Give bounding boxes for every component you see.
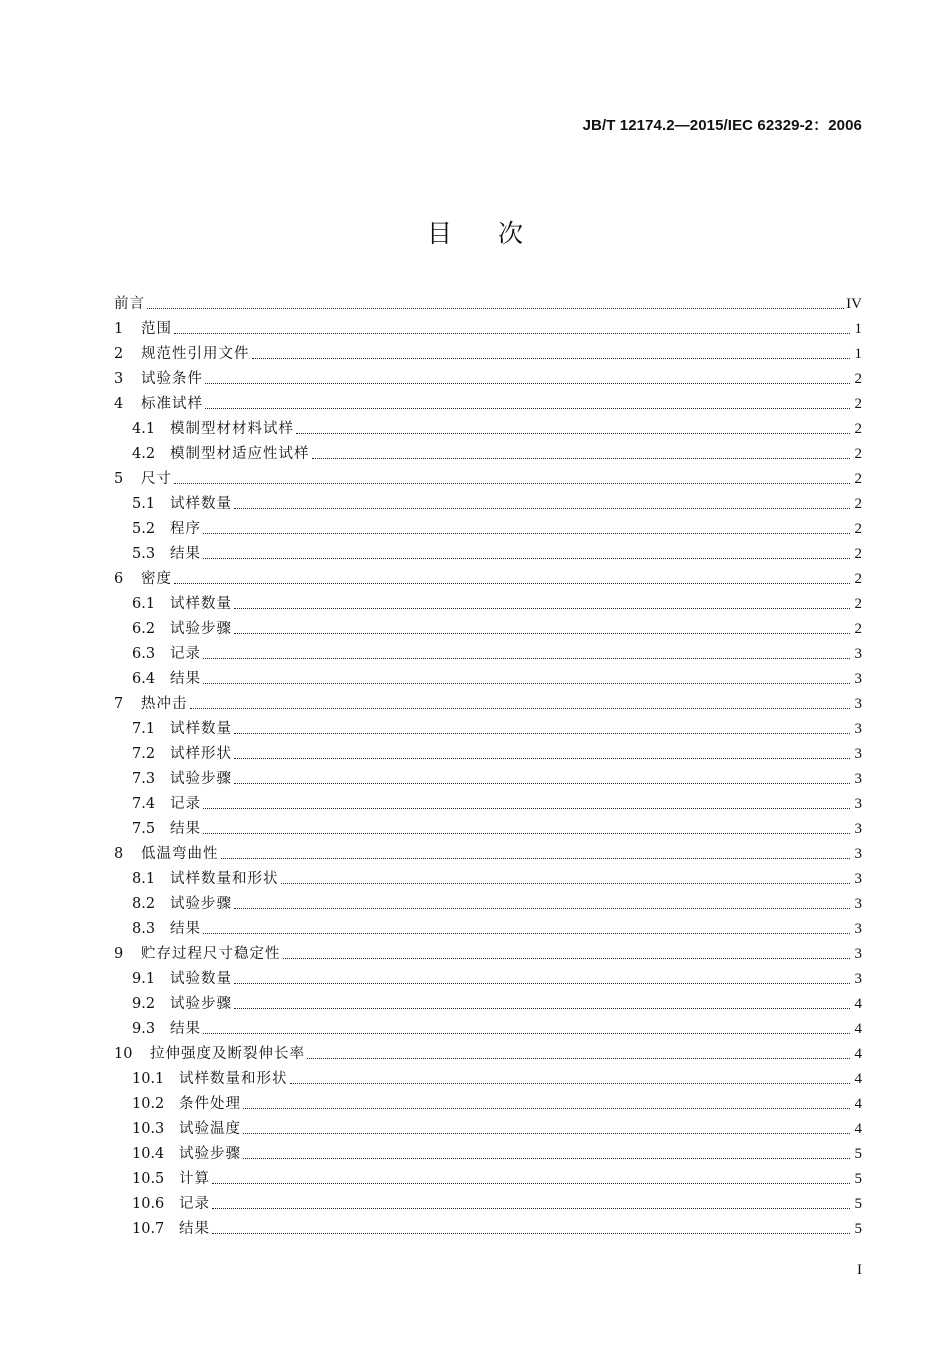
- toc-dot-leader: [243, 1133, 850, 1134]
- toc-dot-leader: [234, 608, 850, 609]
- toc-entry-number: 4.2: [132, 446, 156, 462]
- toc-entry-page: 4: [854, 1021, 862, 1037]
- toc-entry-label: 条件处理: [179, 1096, 241, 1112]
- toc-entry-number: 7.3: [132, 771, 156, 787]
- toc-entry-label: 记录: [179, 1196, 210, 1212]
- toc-entry-label: 贮存过程尺寸稳定性: [141, 946, 281, 962]
- toc-entry-label: 试验条件: [141, 371, 203, 387]
- toc-entry-page: 4: [854, 1071, 862, 1087]
- toc-entry-page: 3: [854, 871, 862, 887]
- table-of-contents: [114, 292, 862, 1242]
- toc-entry[interactable]: [114, 692, 862, 717]
- toc-entry[interactable]: [114, 942, 862, 967]
- toc-entry-number: 7.1: [132, 721, 156, 737]
- toc-entry-label: 试验步骤: [170, 996, 232, 1012]
- toc-entry-label: 模制型材材料试样: [170, 421, 294, 437]
- toc-entry[interactable]: [114, 1117, 862, 1142]
- toc-entry[interactable]: [114, 342, 862, 367]
- toc-entry[interactable]: [114, 442, 862, 467]
- toc-entry-page: 5: [854, 1196, 862, 1212]
- toc-entry-label: 记录: [170, 646, 201, 662]
- toc-entry-number: 8.1: [132, 871, 156, 887]
- toc-title-char-2: 次: [498, 219, 524, 248]
- toc-entry-number: 5: [114, 471, 124, 487]
- toc-entry-number: 10.4: [132, 1146, 165, 1162]
- toc-entry-page: 3: [854, 646, 862, 662]
- toc-entry-number: 7: [114, 696, 124, 712]
- toc-entry-label: 试样数量: [170, 721, 232, 737]
- toc-entry-number: 8.3: [132, 921, 156, 937]
- toc-entry-page: 2: [854, 496, 862, 512]
- toc-dot-leader: [203, 683, 850, 684]
- toc-entry[interactable]: [114, 617, 862, 642]
- toc-entry-label: 结果: [170, 821, 201, 837]
- toc-entry-number: 9.3: [132, 1021, 156, 1037]
- toc-dot-leader: [212, 1183, 850, 1184]
- toc-entry-page: 2: [854, 546, 862, 562]
- toc-entry-number: 6.3: [132, 646, 156, 662]
- toc-entry-page: 2: [854, 396, 862, 412]
- page-number: I: [857, 1262, 862, 1278]
- toc-entry-label: 试样形状: [170, 746, 232, 762]
- toc-entry-label: 试验温度: [179, 1121, 241, 1137]
- toc-dot-leader: [203, 833, 850, 834]
- toc-entry-page: 1: [854, 346, 862, 362]
- toc-entry-page: 4: [854, 1046, 862, 1062]
- toc-entry-page: 2: [854, 471, 862, 487]
- toc-entry-number: 10.3: [132, 1121, 165, 1137]
- toc-entry-page: IV: [846, 296, 862, 312]
- standard-code: JB/T 12174.2—2015/IEC 62329-2：2006: [582, 117, 862, 134]
- toc-entry[interactable]: [114, 467, 862, 492]
- toc-entry-label: 试验数量: [170, 971, 232, 987]
- toc-entry-page: 5: [854, 1171, 862, 1187]
- toc-entry[interactable]: [114, 492, 862, 517]
- toc-entry-label: 试样数量和形状: [179, 1071, 288, 1087]
- toc-entry[interactable]: [114, 767, 862, 792]
- toc-entry-page: 2: [854, 371, 862, 387]
- toc-entry-page: 3: [854, 821, 862, 837]
- toc-entry[interactable]: [114, 592, 862, 617]
- toc-entry[interactable]: [114, 392, 862, 417]
- toc-dot-leader: [234, 1008, 850, 1009]
- toc-entry-page: 1: [854, 321, 862, 337]
- toc-entry-label: 记录: [170, 796, 201, 812]
- toc-dot-leader: [174, 333, 850, 334]
- toc-dot-leader: [147, 308, 844, 309]
- toc-title-char-1: 目: [426, 219, 452, 248]
- toc-dot-leader: [203, 808, 850, 809]
- toc-dot-leader: [203, 658, 850, 659]
- toc-dot-leader: [296, 433, 850, 434]
- toc-dot-leader: [312, 458, 851, 459]
- toc-dot-leader: [290, 1083, 851, 1084]
- toc-dot-leader: [190, 708, 851, 709]
- toc-entry-page: 3: [854, 896, 862, 912]
- toc-dot-leader: [174, 483, 850, 484]
- toc-entry[interactable]: [114, 717, 862, 742]
- toc-dot-leader: [234, 633, 850, 634]
- toc-dot-leader: [234, 908, 850, 909]
- toc-entry-number: 3: [114, 371, 124, 387]
- toc-entry[interactable]: [114, 817, 862, 842]
- toc-entry-number: 2: [114, 346, 124, 362]
- toc-entry-label: 程序: [170, 521, 201, 537]
- toc-entry-page: 3: [854, 721, 862, 737]
- toc-entry[interactable]: [114, 642, 862, 667]
- toc-dot-leader: [234, 758, 850, 759]
- toc-dot-leader: [234, 983, 850, 984]
- toc-entry-page: 3: [854, 846, 862, 862]
- toc-dot-leader: [234, 733, 850, 734]
- toc-entry-page: 2: [854, 446, 862, 462]
- toc-dot-leader: [252, 358, 851, 359]
- toc-dot-leader: [212, 1208, 850, 1209]
- toc-entry-number: 9.1: [132, 971, 156, 987]
- toc-entry-number: 8: [114, 846, 124, 862]
- toc-entry[interactable]: [114, 517, 862, 542]
- toc-entry-page: 3: [854, 796, 862, 812]
- toc-title: [0, 214, 950, 250]
- toc-entry-number: 6.4: [132, 671, 156, 687]
- toc-entry-number: 8.2: [132, 896, 156, 912]
- toc-entry-number: 5.2: [132, 521, 156, 537]
- toc-entry[interactable]: [114, 1067, 862, 1092]
- toc-entry[interactable]: [114, 1017, 862, 1042]
- toc-entry-number: 7.2: [132, 746, 156, 762]
- toc-entry-number: 10.5: [132, 1171, 165, 1187]
- toc-entry-number: 4: [114, 396, 124, 412]
- toc-entry-label: 试验步骤: [170, 621, 232, 637]
- toc-entry-label: 尺寸: [141, 471, 172, 487]
- toc-entry-label: 热冲击: [141, 696, 188, 712]
- toc-entry-label: 结果: [170, 921, 201, 937]
- toc-entry-page: 4: [854, 1121, 862, 1137]
- toc-dot-leader: [243, 1158, 850, 1159]
- toc-entry[interactable]: [114, 842, 862, 867]
- toc-entry-page: 3: [854, 971, 862, 987]
- toc-dot-leader: [203, 933, 850, 934]
- toc-entry-label: 试样数量: [170, 496, 232, 512]
- toc-entry-label: 试验步骤: [179, 1146, 241, 1162]
- toc-entry-number: 5.1: [132, 496, 156, 512]
- toc-entry-label: 范围: [141, 321, 172, 337]
- toc-entry-label: 试验步骤: [170, 771, 232, 787]
- toc-dot-leader: [174, 583, 850, 584]
- toc-dot-leader: [203, 1033, 850, 1034]
- toc-entry[interactable]: [114, 917, 862, 942]
- toc-entry-number: 5.3: [132, 546, 156, 562]
- toc-entry[interactable]: [114, 1092, 862, 1117]
- toc-entry-page: 5: [854, 1146, 862, 1162]
- toc-dot-leader: [243, 1108, 850, 1109]
- toc-entry-number: 10.7: [132, 1221, 165, 1237]
- toc-entry[interactable]: [114, 367, 862, 392]
- toc-entry-label: 试验步骤: [170, 896, 232, 912]
- toc-dot-leader: [307, 1058, 850, 1059]
- toc-entry-label: 密度: [141, 571, 172, 587]
- toc-entry[interactable]: [114, 317, 862, 342]
- toc-entry-page: 2: [854, 621, 862, 637]
- toc-entry-label: 试样数量和形状: [170, 871, 279, 887]
- toc-entry-page: 3: [854, 771, 862, 787]
- toc-entry-page: 2: [854, 571, 862, 587]
- toc-entry-page: 4: [854, 996, 862, 1012]
- toc-entry[interactable]: [114, 292, 862, 317]
- toc-dot-leader: [205, 408, 850, 409]
- toc-entry-label: 结果: [170, 546, 201, 562]
- toc-entry[interactable]: [114, 417, 862, 442]
- toc-dot-leader: [281, 883, 851, 884]
- toc-entry-page: 2: [854, 596, 862, 612]
- toc-dot-leader: [205, 383, 850, 384]
- toc-entry-label: 结果: [179, 1221, 210, 1237]
- toc-entry[interactable]: [114, 992, 862, 1017]
- toc-entry-number: 9.2: [132, 996, 156, 1012]
- toc-entry-number: 6.1: [132, 596, 156, 612]
- toc-dot-leader: [203, 533, 850, 534]
- toc-entry-number: 7.5: [132, 821, 156, 837]
- toc-entry-page: 5: [854, 1221, 862, 1237]
- toc-dot-leader: [203, 558, 850, 559]
- toc-entry[interactable]: [114, 1042, 862, 1067]
- toc-entry-label: 拉伸强度及断裂伸长率: [150, 1046, 305, 1062]
- toc-entry[interactable]: [114, 742, 862, 767]
- toc-dot-leader: [234, 508, 850, 509]
- toc-entry-number: 10.6: [132, 1196, 165, 1212]
- toc-entry-number: 7.4: [132, 796, 156, 812]
- toc-entry[interactable]: [114, 867, 862, 892]
- toc-dot-leader: [283, 958, 851, 959]
- toc-entry-number: 1: [114, 321, 124, 337]
- toc-entry-page: 3: [854, 696, 862, 712]
- toc-entry-page: 3: [854, 946, 862, 962]
- toc-entry[interactable]: [114, 892, 862, 917]
- toc-entry[interactable]: [114, 1142, 862, 1167]
- toc-entry-number: 10.2: [132, 1096, 165, 1112]
- toc-entry[interactable]: [114, 1192, 862, 1217]
- toc-entry-label: 前言: [114, 296, 145, 312]
- toc-entry-number: 6: [114, 571, 124, 587]
- toc-entry[interactable]: [114, 542, 862, 567]
- toc-dot-leader: [234, 783, 850, 784]
- toc-dot-leader: [212, 1233, 850, 1234]
- toc-entry-number: 6.2: [132, 621, 156, 637]
- toc-entry-number: 10: [114, 1046, 133, 1062]
- toc-entry-label: 结果: [170, 671, 201, 687]
- toc-entry[interactable]: [114, 1167, 862, 1192]
- toc-entry-label: 低温弯曲性: [141, 846, 219, 862]
- toc-entry-page: 2: [854, 421, 862, 437]
- toc-entry[interactable]: [114, 567, 862, 592]
- toc-entry[interactable]: [114, 792, 862, 817]
- toc-entry-label: 规范性引用文件: [141, 346, 250, 362]
- toc-entry-number: 10.1: [132, 1071, 165, 1087]
- toc-entry-page: 3: [854, 671, 862, 687]
- toc-entry-number: 9: [114, 946, 124, 962]
- toc-entry-page: 3: [854, 746, 862, 762]
- toc-entry-number: 4.1: [132, 421, 156, 437]
- toc-entry[interactable]: [114, 967, 862, 992]
- toc-entry-label: 计算: [179, 1171, 210, 1187]
- toc-entry[interactable]: [114, 667, 862, 692]
- toc-entry-page: 2: [854, 521, 862, 537]
- toc-entry-page: 4: [854, 1096, 862, 1112]
- toc-dot-leader: [221, 858, 851, 859]
- toc-entry-label: 标准试样: [141, 396, 203, 412]
- toc-entry-label: 试样数量: [170, 596, 232, 612]
- toc-entry-label: 结果: [170, 1021, 201, 1037]
- toc-entry-page: 3: [854, 921, 862, 937]
- toc-entry-label: 模制型材适应性试样: [170, 446, 310, 462]
- toc-entry[interactable]: [114, 1217, 862, 1242]
